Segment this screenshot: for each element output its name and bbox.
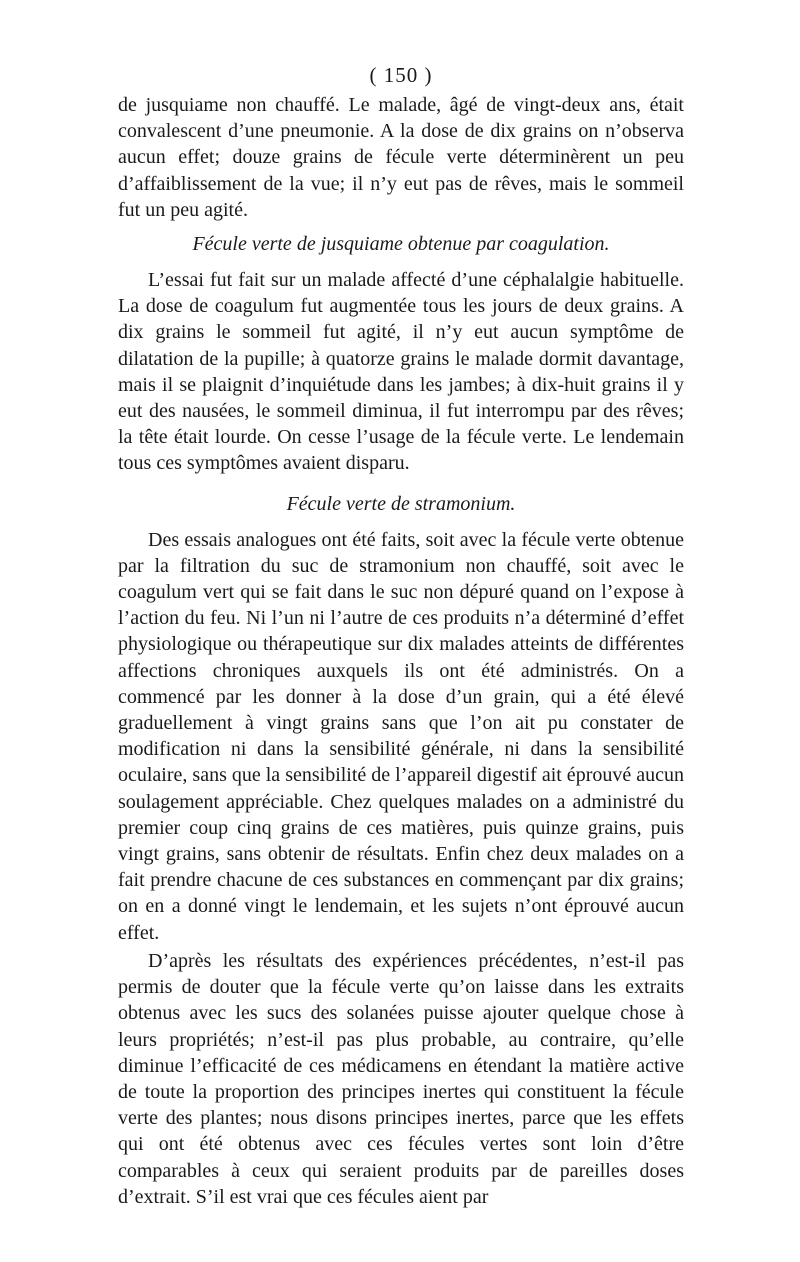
- book-page: [118, 62, 684, 1210]
- page-number: ( 150 ): [369, 63, 433, 87]
- paragraph-3: Des essais analogues ont été faits, soit avec la fécule verte obtenue par la filtration du suc de stramonium non chauffé, soit avec le coagulum vert qui se fait dans le suc non dépuré quand on l’expose à l’action du feu. Ni l’un ni l’autre de ces produits n’a déterminé d’effet physiologique ou thérapeutique sur dix malades atteints de différentes affections chroniques auxquels ils ont été administrés. On a commencé par les donner à la dose d’un grain, qui a été élevé graduellement à vingt grains sans que l’on ait pu constater de modification ni dans la sensibilité générale, ni dans la sensibilité oculaire, sans que la sensibilité de l’appareil digestif ait éprouvé aucun soulagement appréciable. Chez quelques malades on a administré du premier coup cinq grains de ces matières, puis quinze grains, puis vingt grains, sans obtenir de résultats. Enfin chez deux malades on a fait prendre chacune de ces substances en commençant par dix grains; on en a donné vingt le lendemain, et les sujets n’ont éprouvé aucun effet.: [118, 528, 684, 944]
- section-title-coagulation: Fécule verte de jusquiame obtenue par coagulation.: [192, 233, 610, 256]
- section-title-stramonium: Fécule verte de stramonium.: [286, 492, 516, 515]
- paragraph-2: L’essai fut fait sur un malade affecté d’une céphalalgie habituelle. La dose de coagulum fut augmentée tous les jours de deux grains. A dix grains le sommeil fut agité, il n’y eut aucun symptôme de dilatation de la pupille; à quatorze grains le malade dormit davantage, mais il se plaignit d’inquiétude dans les jambes; à dix-huit grains il y eut des nausées, le sommeil diminua, il fut interrompu par des rêves; la tête était lourde. On cesse l’usage de la fécule verte. Le lendemain tous ces symptômes avaient disparu.: [118, 269, 684, 475]
- paragraph-1: de jusquiame non chauffé. Le malade, âgé de vingt-deux ans, était convalescent d’une pneumonie. A la dose de dix grains on n’observa aucun effet; douze grains de fécule verte déterminèrent un peu d’affaiblissement de la vue; il n’y eut pas de rêves, mais le sommeil fut un peu agité.: [118, 94, 684, 221]
- paragraph-4: D’après les résultats des expériences précédentes, n’est-il pas permis de douter que la fécule verte qu’on laisse dans les extraits obtenus avec les sucs des solanées puisse ajouter quelque chose à leurs propriétés; n’est-il pas plus probable, au contraire, qu’elle diminue l’efficacité de ces médicamens en étendant la matière active de toute la proportion des principes inertes qui constituent la fécule verte des plantes; nous disons principes inertes, parce que les effets qui ont été obtenus avec ces fécules vertes sont loin d’être comparables à ceux qui seraient produits par de pareilles doses d’extrait. S’il est vrai que ces fécules aient par: [118, 949, 684, 1208]
